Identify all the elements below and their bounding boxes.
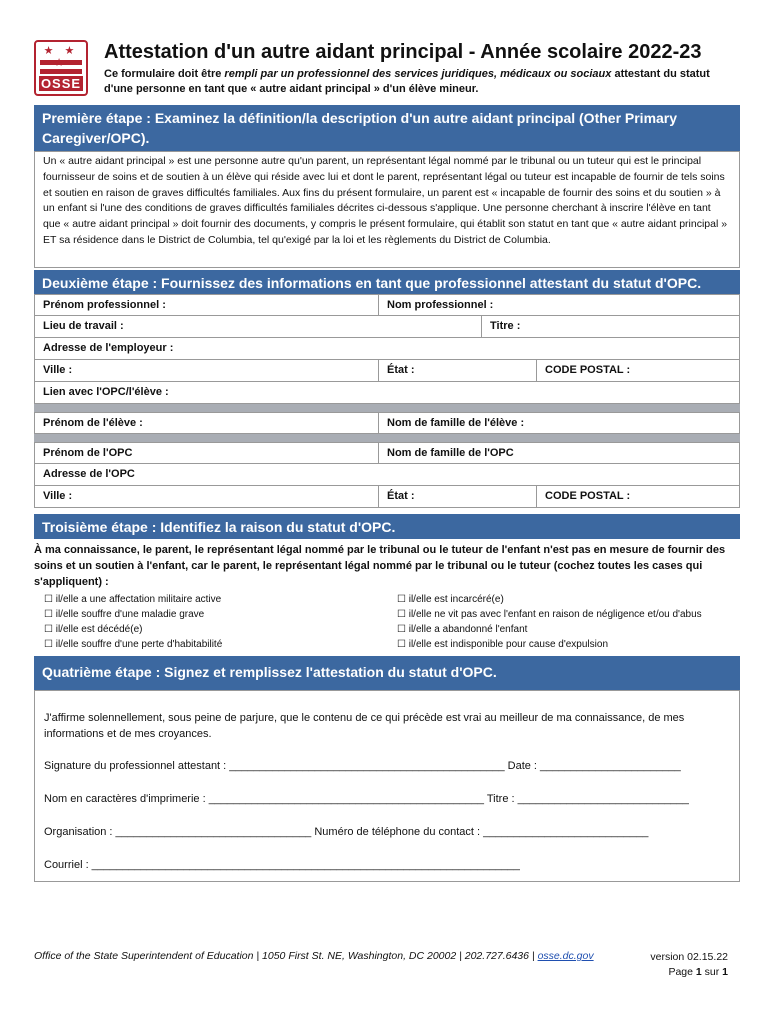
professional-first-name-field[interactable]: Prénom professionnel : (43, 299, 166, 311)
job-title-field[interactable]: Titre : (481, 316, 739, 337)
checkbox-incarcerated[interactable]: ☐ il/elle est incarcéré(e) (397, 594, 504, 605)
step1-heading: Première étape : Examinez la définition/la description d'un autre aidant principal (Other Primary Caregiver/OPC). (34, 105, 740, 151)
form-row (34, 294, 740, 316)
form-row (34, 316, 740, 338)
section-divider (34, 434, 740, 442)
organization-phone-line[interactable]: Organisation : ________________________________ Numéro de téléphone du contact : ___________________________ (44, 826, 649, 838)
checkbox-military[interactable]: ☐ il/elle a une affectation militaire active (44, 594, 222, 605)
employer-zip-field[interactable]: CODE POSTAL : (536, 360, 739, 381)
employer-city-field[interactable]: Ville : (43, 364, 73, 376)
checkbox-illness[interactable]: ☐ il/elle souffre d'une maladie grave (44, 609, 205, 620)
osse-logo (34, 40, 88, 96)
checkbox-deceased[interactable]: ☐ il/elle est décédé(e) (44, 624, 143, 635)
version-number: version 02.15.22 (650, 951, 728, 963)
employer-address-field[interactable]: Adresse de l'employeur : (43, 342, 174, 354)
employer-state-field[interactable]: État : (378, 360, 536, 381)
footer-address: Office of the State Superintendent of Education | 1050 First St. NE, Washington, DC 20002 | 202.727.6436 | osse.dc.gov (34, 950, 594, 962)
section-divider (34, 404, 740, 412)
page-number: Page 1 sur 1 (668, 966, 728, 978)
step4-affirmation: J'affirme solennellement, sous peine de parjure, que le contenu de ce qui précède est vrai au meilleur de ma connaissance, de mes informations et de mes croyances. (44, 712, 685, 740)
form-row (34, 442, 740, 464)
form-row (34, 382, 740, 404)
signature-date-line[interactable]: Signature du professionnel attestant : _____________________________________________ Date : _______________________ (44, 760, 681, 772)
page-subtitle: Ce formulaire doit être rempli par un professionnel des services juridiques, médicaux ou sociaux attestant du statut d'une personne en tant que « autre aidant principal » d'un élève mineur. (104, 68, 710, 95)
email-line[interactable]: Courriel : ______________________________________________________________________ (44, 859, 520, 871)
logo-stripe (40, 60, 82, 65)
checkbox-loss-of-housing[interactable]: ☐ il/elle souffre d'une perte d'habitabilité (44, 639, 223, 650)
step1-definition-text: Un « autre aidant principal » est une personne autre qu'un parent, un représentant légal nommé par le tribunal ou un tuteur qui est le principal fournisseur de soins et de soutien à un élève qui réside avec lui et dont le parent, représentant légal ou tuteur est incapable de fournir de tels soins et soutien en raison de graves difficultés familiales. Aux fins du présent formulaire, un parent est « incapable de fournir des soins et du soutien » à un enfant si l'une des conditions de graves difficultés familiales décrites ci-dessous s'applique. Une personne cherchant à inscrire l'élève en tant que « autre aidant principal » doit fournir des documents, y compris le présent formulaire, qui établit son statut en tant que « autre aidant principal » ET sa résidence dans le District de Columbia, tel qu'exigé par la loi et les règlements du District de Columbia. (43, 155, 728, 246)
opc-first-name-field[interactable]: Prénom de l'OPC (43, 447, 133, 459)
step1-definition-box (34, 151, 740, 268)
step3-heading: Troisième étape : Identifiez la raison du statut d'OPC. (34, 514, 740, 539)
printed-name-title-line[interactable]: Nom en caractères d'imprimerie : _____________________________________________ Titre : ____________________________ (44, 793, 689, 805)
checkbox-deported[interactable]: ☐ il/elle est indisponible pour cause d'expulsion (397, 639, 609, 650)
form-row (34, 360, 740, 382)
opc-last-name-field[interactable]: Nom de famille de l'OPC (378, 443, 739, 463)
opc-city-field[interactable]: Ville : (43, 490, 73, 502)
relationship-field[interactable]: Lien avec l'OPC/l'élève : (43, 386, 169, 398)
form-row (34, 338, 740, 360)
student-first-name-field[interactable]: Prénom de l'élève : (43, 417, 143, 429)
logo-stars: ★ ★ (43, 45, 79, 57)
logo-stripe (40, 69, 82, 74)
step2-heading: Deuxième étape : Fournissez des informations en tant que professionnel attestant du statut d'OPC. (34, 270, 740, 295)
logo-text: OSSE (40, 76, 82, 91)
step4-heading: Quatrième étape : Signez et remplissez l'attestation du statut d'OPC. (34, 656, 740, 690)
page-title: Attestation d'un autre aidant principal - Année scolaire 2022-23 (104, 41, 702, 63)
professional-last-name-field[interactable]: Nom professionnel : (378, 295, 739, 315)
opc-address-field[interactable]: Adresse de l'OPC (43, 468, 135, 480)
form-row (34, 486, 740, 508)
opc-state-field[interactable]: État : (378, 486, 536, 507)
version-info (650, 950, 728, 980)
step3-intro: À ma connaissance, le parent, le représentant légal nommé par le tribunal ou le tuteur de l'enfant n'est pas en mesure de fournir des soins et un soutien à l'enfant, car le parent, le représentant légal nommé par le tribunal ou le tuteur (cochez toutes les cases qui s'appliquent) : (34, 544, 726, 588)
student-last-name-field[interactable]: Nom de famille de l'élève : (378, 413, 739, 433)
checkbox-neglect-abuse[interactable]: ☐ il/elle ne vit pas avec l'enfant en raison de négligence et/ou d'abus (397, 609, 702, 620)
osse-website-link[interactable]: osse.dc.gov (537, 950, 594, 962)
form-row (34, 464, 740, 486)
opc-zip-field[interactable]: CODE POSTAL : (536, 486, 739, 507)
checkbox-abandoned[interactable]: ☐ il/elle a abandonné l'enfant (397, 624, 528, 635)
workplace-field[interactable]: Lieu de travail : (43, 320, 124, 332)
form-row (34, 412, 740, 434)
